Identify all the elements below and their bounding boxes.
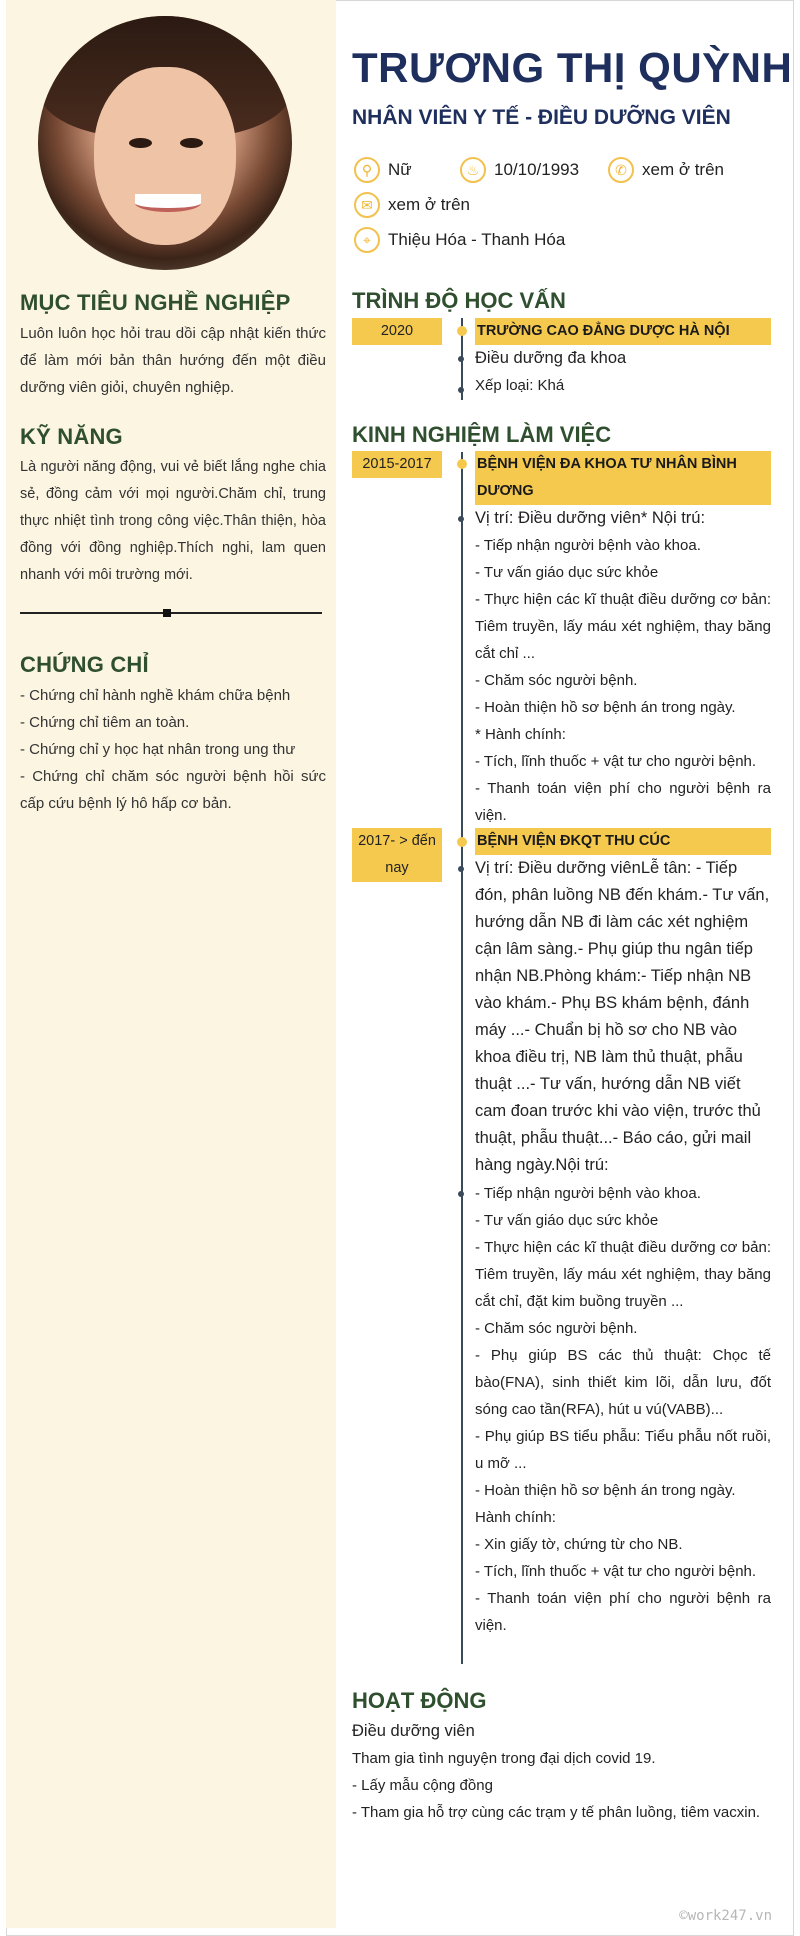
list-item: - Lấy mẫu cộng đồng bbox=[352, 1777, 493, 1794]
job-role: Vị trí: Điều dưỡng viên* Nội trú: bbox=[475, 509, 706, 527]
bullet bbox=[458, 387, 464, 393]
skills-section bbox=[20, 424, 326, 589]
bullet bbox=[458, 356, 464, 362]
education-school: TRƯỜNG CAO ĐẲNG DƯỢC HÀ NỘI bbox=[475, 318, 771, 345]
activities-title: HOẠT ĐỘNG bbox=[352, 1688, 487, 1713]
cake-icon: ♨ bbox=[460, 157, 486, 183]
gender-info bbox=[354, 157, 412, 183]
timeline-dot bbox=[457, 459, 467, 469]
address-info bbox=[354, 227, 565, 253]
list-item: * Hành chính: bbox=[475, 726, 566, 743]
list-item: - Chứng chỉ hành nghề khám chữa bệnh bbox=[20, 687, 291, 704]
gender-icon: ⚲ bbox=[354, 157, 380, 183]
list-item: - Thực hiện các kĩ thuật điều dưỡng cơ bản: Tiêm truyền, lấy máu xét nghiệm, thay băng cắt chỉ, đặt kim buồng truyền ... bbox=[475, 1239, 771, 1310]
education-grade: Xếp loại: Khá bbox=[475, 377, 565, 394]
job-duties bbox=[475, 1180, 771, 1639]
list-item: - Thực hiện các kĩ thuật điều dưỡng cơ bản: Tiêm truyền, lấy máu xét nghiệm, thay băng cắt chỉ ... bbox=[475, 591, 771, 662]
objective-title: MỤC TIÊU NGHỀ NGHIỆP bbox=[20, 290, 291, 315]
list-item: - Xin giấy tờ, chứng từ cho NB. bbox=[475, 1536, 683, 1553]
list-item: Tham gia tình nguyện trong đại dịch covid 19. bbox=[352, 1750, 656, 1767]
list-item: - Tích, lĩnh thuốc + vật tư cho người bệnh. bbox=[475, 753, 757, 770]
certificates-section bbox=[20, 652, 326, 817]
education-date: 2020 bbox=[352, 318, 442, 345]
timeline-dot bbox=[457, 326, 467, 336]
list-item: - Chứng chỉ chăm sóc người bệnh hồi sức cấp cứu bệnh lý hô hấp cơ bản. bbox=[20, 768, 326, 812]
list-item: - Chứng chỉ tiêm an toàn. bbox=[20, 714, 190, 731]
candidate-name: TRƯƠNG THỊ QUỲNH bbox=[352, 44, 793, 91]
list-item: Hành chính: bbox=[475, 1509, 556, 1526]
birthday-value: 10/10/1993 bbox=[494, 160, 580, 179]
skills-text: Là người năng động, vui vẻ biết lắng nghe chia sẻ, đồng cảm với mọi người.Chăm chỉ, trung thực nhiệt tình trong công việc.Thân thiện, hòa đồng với đồng nghiệp.Thích nghi, lam quen nhanh với môi trường mới. bbox=[20, 459, 326, 583]
list-item: - Tham gia hỗ trợ cùng các trạm y tế phân luồng, tiêm vacxin. bbox=[352, 1804, 761, 1821]
bullet bbox=[458, 866, 464, 872]
experience-timeline bbox=[461, 452, 463, 1664]
list-item: - Chăm sóc người bệnh. bbox=[475, 1320, 638, 1337]
objective-text: Luôn luôn học hỏi trau dồi cập nhật kiến thức để làm mới bản thân hướng đến một điều dưỡng viên giỏi, chuyên nghiệp. bbox=[20, 325, 326, 396]
job-company: BỆNH VIỆN ĐA KHOA TƯ NHÂN BÌNH DƯƠNG bbox=[475, 451, 771, 505]
education-title: TRÌNH ĐỘ HỌC VẤN bbox=[352, 288, 566, 313]
skills-title: KỸ NĂNG bbox=[20, 424, 123, 449]
job-title: NHÂN VIÊN Y TẾ - ĐIỀU DƯỠNG VIÊN bbox=[352, 106, 731, 129]
list-item: - Hoàn thiện hồ sơ bệnh án trong ngày. bbox=[475, 699, 736, 716]
list-item: - Tiếp nhận người bệnh vào khoa. bbox=[475, 1185, 701, 1202]
email-value: xem ở trên bbox=[388, 195, 471, 214]
list-item: - Phụ giúp BS tiểu phẫu: Tiểu phẫu nốt ruồi, u mỡ ... bbox=[475, 1428, 771, 1472]
phone-icon: ✆ bbox=[608, 157, 634, 183]
birthday-info bbox=[460, 157, 579, 183]
list-item: - Tư vấn giáo dục sức khỏe bbox=[475, 564, 659, 581]
job-company: BỆNH VIỆN ĐKQT THU CÚC bbox=[475, 828, 771, 855]
address-value: Thiệu Hóa - Thanh Hóa bbox=[388, 230, 566, 249]
experience-title: KINH NGHIỆM LÀM VIỆC bbox=[352, 422, 612, 447]
list-item: - Hoàn thiện hồ sơ bệnh án trong ngày. bbox=[475, 1482, 736, 1499]
email-info bbox=[354, 192, 470, 218]
job-date: 2017- > đến nay bbox=[352, 828, 442, 882]
list-item: - Tiếp nhận người bệnh vào khoa. bbox=[475, 537, 701, 554]
job-duties bbox=[475, 532, 771, 829]
timeline-dot bbox=[457, 837, 467, 847]
list-item: - Phụ giúp BS các thủ thuật: Chọc tế bào(FNA), sinh thiết kim lõi, dẫn lưu, đốt sóng cao tần(RFA), hút u vú(VABB)... bbox=[475, 1347, 771, 1418]
list-item: Điều dưỡng viên bbox=[352, 1722, 475, 1740]
divider bbox=[20, 612, 322, 614]
objective-section bbox=[20, 290, 326, 401]
certificates-list bbox=[20, 682, 326, 817]
phone-info bbox=[608, 157, 724, 183]
bullet bbox=[458, 1191, 464, 1197]
activities-list bbox=[352, 1718, 772, 1826]
certificates-title: CHỨNG CHỈ bbox=[20, 652, 149, 677]
list-item: - Chăm sóc người bệnh. bbox=[475, 672, 638, 689]
bullet bbox=[458, 516, 464, 522]
gender-value: Nữ bbox=[388, 160, 412, 179]
list-item: - Chứng chỉ y học hạt nhân trong ung thư bbox=[20, 741, 296, 758]
watermark: ©work247.vn bbox=[679, 1908, 772, 1924]
email-icon: ✉ bbox=[354, 192, 380, 218]
education-major: Điều dưỡng đa khoa bbox=[475, 349, 627, 367]
list-item: - Tư vấn giáo dục sức khỏe bbox=[475, 1212, 659, 1229]
phone-value: xem ở trên bbox=[642, 160, 725, 179]
job-date: 2015-2017 bbox=[352, 451, 442, 478]
list-item: - Thanh toán viện phí cho người bệnh ra viện. bbox=[475, 780, 771, 824]
location-icon: ⌖ bbox=[354, 227, 380, 253]
list-item: - Tích, lĩnh thuốc + vật tư cho người bệnh. bbox=[475, 1563, 757, 1580]
list-item: - Thanh toán viện phí cho người bệnh ra viện. bbox=[475, 1590, 771, 1634]
avatar bbox=[38, 16, 292, 270]
job-role: Vị trí: Điều dưỡng viênLễ tân: - Tiếp đón, phân luồng NB đến khám.- Tư vấn, hướng dẫn NB đi làm các xét nghiệm cận lâm sàng.- Phụ giúp thu ngân tiếp nhận NB.Phòng khám:- Tiếp nhận NB vào khám.- Phụ BS khám bệnh, đánh máy ...- Chuẩn bị hồ sơ cho NB vào khoa điều trị, NB làm thủ thuật, phẫu thuật ...- Tư vấn, hướng dẫn NB viết cam đoan trước khi vào viện, trước thủ thuật, phẫu thuật...- Báo cáo, gửi mail hàng ngày.Nội trú: bbox=[475, 859, 770, 1174]
